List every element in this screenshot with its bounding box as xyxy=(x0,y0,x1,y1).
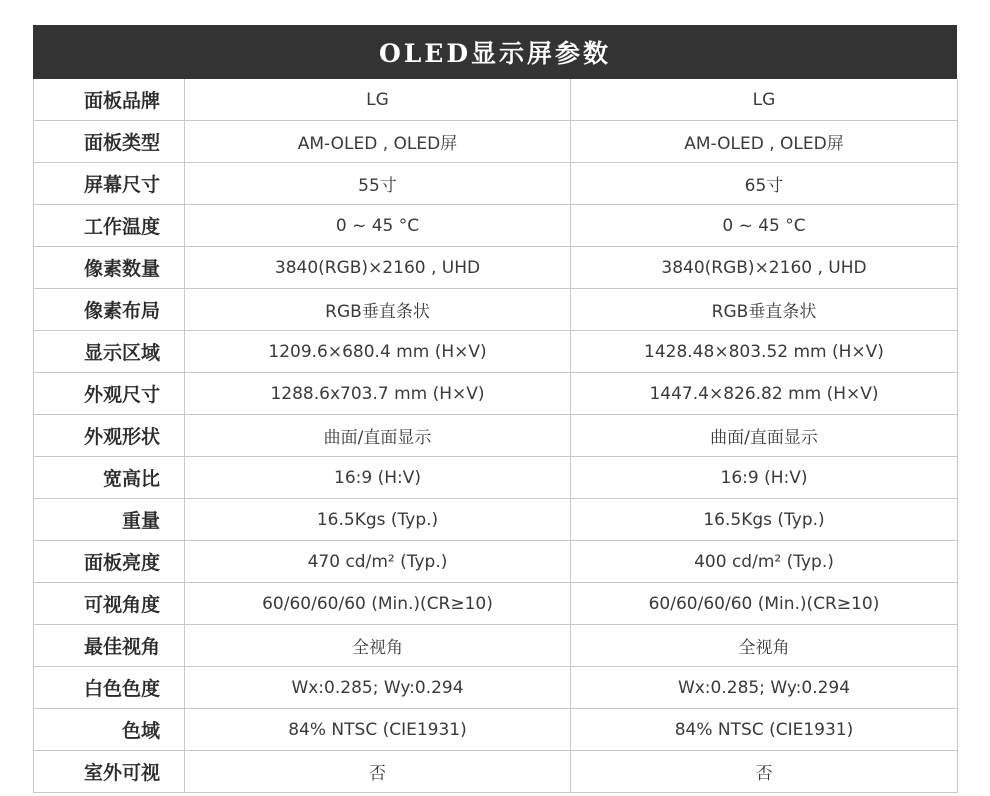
spec-value-a: 否 xyxy=(185,751,571,793)
spec-value-b: 3840(RGB)×2160 , UHD xyxy=(571,247,958,289)
spec-label: 室外可视 xyxy=(34,751,185,793)
table-row xyxy=(34,79,958,121)
spec-label: 重量 xyxy=(34,499,185,541)
spec-value-b: 全视角 xyxy=(571,625,958,667)
spec-label: 工作温度 xyxy=(34,205,185,247)
spec-value-a: 1288.6x703.7 mm (H×V) xyxy=(185,373,571,415)
table-row xyxy=(34,667,958,709)
spec-value-a: 0 ~ 45 °C xyxy=(185,205,571,247)
table-row xyxy=(34,331,958,373)
table-row xyxy=(34,121,958,163)
spec-value-b: 否 xyxy=(571,751,958,793)
table-row xyxy=(34,373,958,415)
spec-value-b: 16:9 (H:V) xyxy=(571,457,958,499)
spec-value-b: 84% NTSC (CIE1931) xyxy=(571,709,958,751)
spec-label: 最佳视角 xyxy=(34,625,185,667)
spec-value-a: 60/60/60/60 (Min.)(CR≥10) xyxy=(185,583,571,625)
spec-value-b: 曲面/直面显示 xyxy=(571,415,958,457)
spec-value-a: 16.5Kgs (Typ.) xyxy=(185,499,571,541)
spec-value-a: 1209.6×680.4 mm (H×V) xyxy=(185,331,571,373)
spec-label: 色域 xyxy=(34,709,185,751)
table-row xyxy=(34,541,958,583)
table-row xyxy=(34,625,958,667)
spec-value-b: RGB垂直条状 xyxy=(571,289,958,331)
spec-label: 面板品牌 xyxy=(34,79,185,121)
spec-table-body xyxy=(34,79,958,793)
spec-value-b: 0 ~ 45 °C xyxy=(571,205,958,247)
spec-table xyxy=(33,79,958,793)
table-row xyxy=(34,499,958,541)
spec-label: 可视角度 xyxy=(34,583,185,625)
spec-value-b: 65寸 xyxy=(571,163,958,205)
table-row xyxy=(34,709,958,751)
spec-value-a: 16:9 (H:V) xyxy=(185,457,571,499)
spec-label: 外观形状 xyxy=(34,415,185,457)
spec-label: 像素数量 xyxy=(34,247,185,289)
spec-value-a: Wx:0.285; Wy:0.294 xyxy=(185,667,571,709)
spec-value-a: 55寸 xyxy=(185,163,571,205)
spec-value-a: AM-OLED , OLED屏 xyxy=(185,121,571,163)
spec-label: 宽高比 xyxy=(34,457,185,499)
spec-label: 屏幕尺寸 xyxy=(34,163,185,205)
spec-label: 显示区域 xyxy=(34,331,185,373)
spec-value-a: 曲面/直面显示 xyxy=(185,415,571,457)
spec-value-b: 1447.4×826.82 mm (H×V) xyxy=(571,373,958,415)
spec-label: 面板亮度 xyxy=(34,541,185,583)
spec-value-a: 全视角 xyxy=(185,625,571,667)
spec-label: 白色色度 xyxy=(34,667,185,709)
page-title: OLED显示屏参数 xyxy=(33,25,957,79)
table-row xyxy=(34,457,958,499)
table-row xyxy=(34,247,958,289)
spec-value-b: AM-OLED , OLED屏 xyxy=(571,121,958,163)
table-row xyxy=(34,163,958,205)
table-row xyxy=(34,415,958,457)
spec-value-b: 400 cd/m² (Typ.) xyxy=(571,541,958,583)
spec-value-a: 3840(RGB)×2160 , UHD xyxy=(185,247,571,289)
spec-value-b: Wx:0.285; Wy:0.294 xyxy=(571,667,958,709)
spec-value-a: 84% NTSC (CIE1931) xyxy=(185,709,571,751)
spec-label: 像素布局 xyxy=(34,289,185,331)
table-row xyxy=(34,583,958,625)
spec-sheet xyxy=(33,25,957,793)
spec-value-b: 1428.48×803.52 mm (H×V) xyxy=(571,331,958,373)
spec-value-a: 470 cd/m² (Typ.) xyxy=(185,541,571,583)
spec-label: 面板类型 xyxy=(34,121,185,163)
spec-value-b: 60/60/60/60 (Min.)(CR≥10) xyxy=(571,583,958,625)
spec-value-a: LG xyxy=(185,79,571,121)
spec-label: 外观尺寸 xyxy=(34,373,185,415)
table-row xyxy=(34,751,958,793)
spec-value-b: 16.5Kgs (Typ.) xyxy=(571,499,958,541)
spec-value-a: RGB垂直条状 xyxy=(185,289,571,331)
table-row xyxy=(34,205,958,247)
spec-value-b: LG xyxy=(571,79,958,121)
table-row xyxy=(34,289,958,331)
